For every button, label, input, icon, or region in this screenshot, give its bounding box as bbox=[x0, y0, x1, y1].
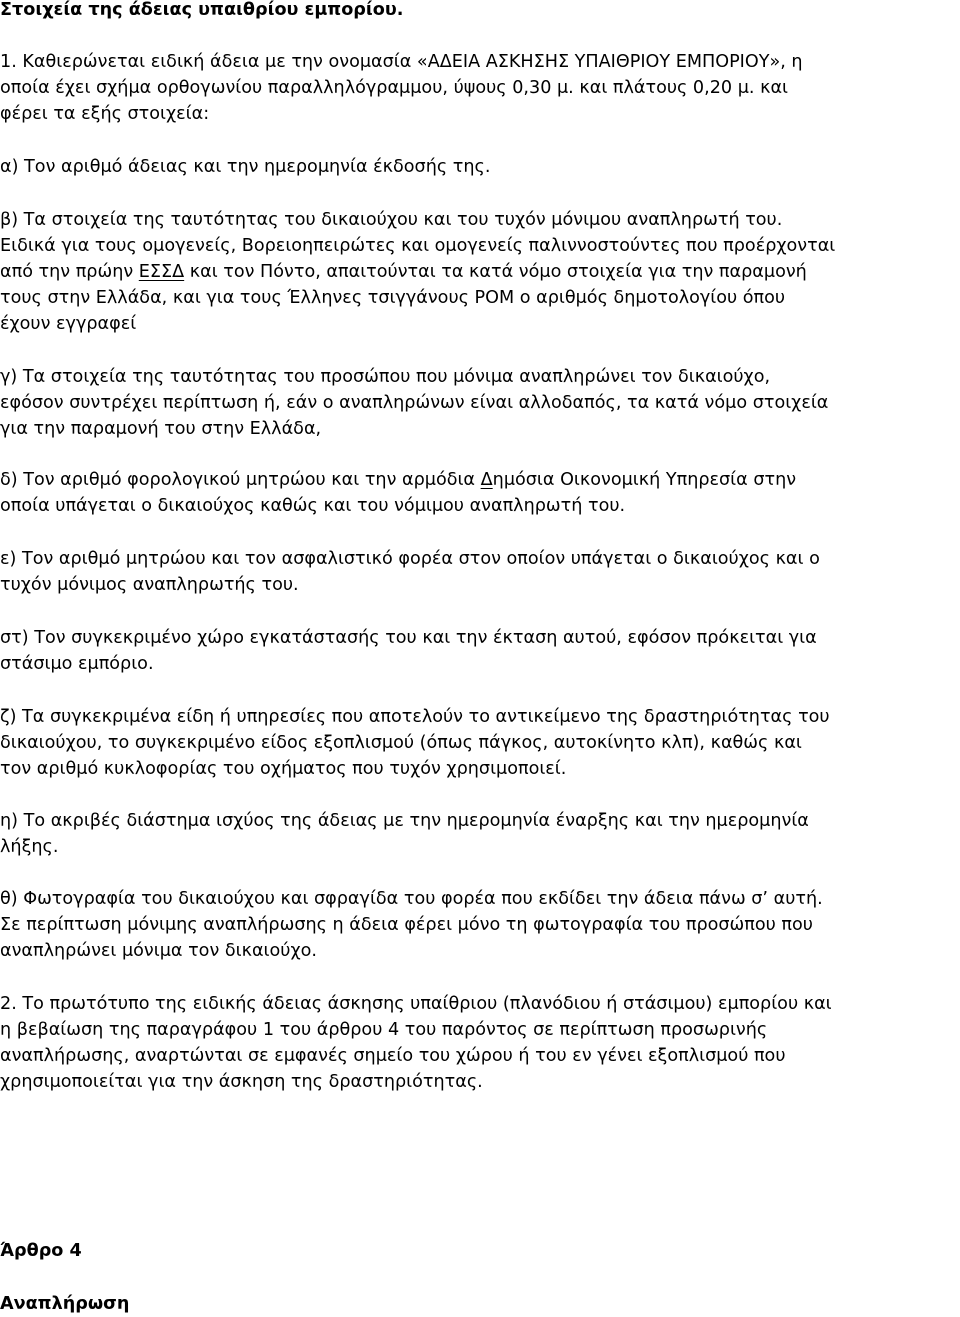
underlined-abbreviation: ΕΣΣΔ bbox=[138, 262, 185, 282]
item-c-line-3: για την παραμονή του στην Ελλάδα, bbox=[0, 419, 322, 439]
item-d-line-2: οποία υπάγεται ο δικαιούχος καθώς και του νόμιμου αναπληρωτή του. bbox=[0, 496, 626, 516]
article-heading: Άρθρο 4 bbox=[0, 1241, 82, 1261]
item-e-line-2: τυχόν μόνιμος αναπληρωτής του. bbox=[0, 575, 299, 595]
item-a-line-1: α) Τον αριθμό άδειας και την ημερομηνία έκδοσής της. bbox=[0, 157, 491, 177]
item-b-line-3-end: και τον Πόντο, απαιτούνται τα κατά νόμο στοιχεία για την παραμονή bbox=[184, 262, 807, 282]
paragraph-2-line-4: χρησιμοποιείται για την άσκηση της δραστηριότητας. bbox=[0, 1072, 483, 1092]
item-h-line-1: η) Το ακριβές διάστημα ισχύος της άδειας με την ημερομηνία έναρξης και την ημερομηνία bbox=[0, 811, 809, 831]
item-st-line-2: στάσιμο εμπόριο. bbox=[0, 654, 154, 674]
item-b-line-3 bbox=[0, 259, 807, 285]
paragraph-1-line-2: οποία έχει σχήμα ορθογωνίου παραλληλόγραμμου, ύψους 0,30 μ. και πλάτους 0,20 μ. και bbox=[0, 78, 788, 98]
paragraph-1-line-3: φέρει τα εξής στοιχεία: bbox=[0, 104, 210, 124]
item-d-line-1-end: ημόσια Οικονομική Υπηρεσία στην bbox=[492, 470, 797, 490]
item-d-line-1-start: δ) Τον αριθμό φορολογικού μητρώου και την αρμόδια bbox=[0, 470, 481, 490]
item-z-line-1: ζ) Τα συγκεκριμένα είδη ή υπηρεσίες που αποτελούν το αντικείμενο της δραστηριότητας του bbox=[0, 707, 830, 727]
item-h-line-2: λήξης. bbox=[0, 837, 59, 857]
item-z-line-3: τον αριθμό κυκλοφορίας του οχήματος που τυχόν χρησιμοποιεί. bbox=[0, 759, 567, 779]
item-th-line-3: αναπληρώνει μόνιμα τον δικαιούχο. bbox=[0, 941, 317, 961]
underlined-letter: Δ bbox=[480, 470, 493, 490]
item-b-line-1: β) Τα στοιχεία της ταυτότητας του δικαιούχου και του τυχόν μόνιμου αναπληρωτή του. bbox=[0, 210, 783, 230]
paragraph-2-line-2: η βεβαίωση της παραγράφου 1 του άρθρου 4 του παρόντος σε περίπτωση προσωρινής bbox=[0, 1020, 768, 1040]
article-subtitle: Αναπλήρωση bbox=[0, 1294, 130, 1314]
item-b-line-5: έχουν εγγραφεί bbox=[0, 314, 137, 334]
paragraph-2-line-1: 2. Το πρωτότυπο της ειδικής άδειας άσκησης υπαίθριου (πλανόδιου ή στάσιμου) εμπορίου και bbox=[0, 994, 832, 1014]
item-b-line-4: τους στην Ελλάδα, και για τους Έλληνες τσιγγάνους ΡΟΜ ο αριθμός δημοτολογίου όπου bbox=[0, 288, 786, 308]
item-e-line-1: ε) Τον αριθμό μητρώου και τον ασφαλιστικό φορέα στον οποίον υπάγεται ο δικαιούχος και ο bbox=[0, 549, 820, 569]
item-z-line-2: δικαιούχου, το συγκεκριμένο είδος εξοπλισμού (όπως πάγκος, αυτοκίνητο κλπ), καθώς και bbox=[0, 733, 802, 753]
paragraph-2-line-3: αναπλήρωσης, αναρτώνται σε εμφανές σημείο του χώρου ή του εν γένει εξοπλισμού που bbox=[0, 1046, 786, 1066]
item-th-line-1: θ) Φωτογραφία του δικαιούχου και σφραγίδα του φορέα που εκδίδει την άδεια πάνω σ’ αυτή. bbox=[0, 889, 823, 909]
paragraph-1-line-1: 1. Καθιερώνεται ειδική άδεια με την ονομασία «ΑΔΕΙΑ ΑΣΚΗΣΗΣ ΥΠΑΙΘΡΙΟΥ ΕΜΠΟΡΙΟΥ», η bbox=[0, 52, 803, 72]
item-d-line-1 bbox=[0, 467, 796, 493]
item-b-line-3-start: από την πρώην bbox=[0, 262, 139, 282]
section-title: Στοιχεία της άδειας υπαιθρίου εμπορίου. bbox=[0, 0, 404, 20]
item-st-line-1: στ) Τον συγκεκριμένο χώρο εγκατάστασής του και την έκταση αυτού, εφόσον πρόκειται για bbox=[0, 628, 817, 648]
item-c-line-1: γ) Τα στοιχεία της ταυτότητας του προσώπου που μόνιμα αναπληρώνει τον δικαιούχο, bbox=[0, 367, 771, 387]
item-b-line-2: Ειδικά για τους ομογενείς, Βορειοηπειρώτες και ομογενείς παλιννοστούντες που προέρχονται bbox=[0, 236, 836, 256]
item-c-line-2: εφόσον συντρέχει περίπτωση ή, εάν ο αναπληρώνων είναι αλλοδαπός, τα κατά νόμο στοιχεία bbox=[0, 393, 829, 413]
item-th-line-2: Σε περίπτωση μόνιμης αναπλήρωσης η άδεια φέρει μόνο τη φωτογραφία του προσώπου που bbox=[0, 915, 813, 935]
